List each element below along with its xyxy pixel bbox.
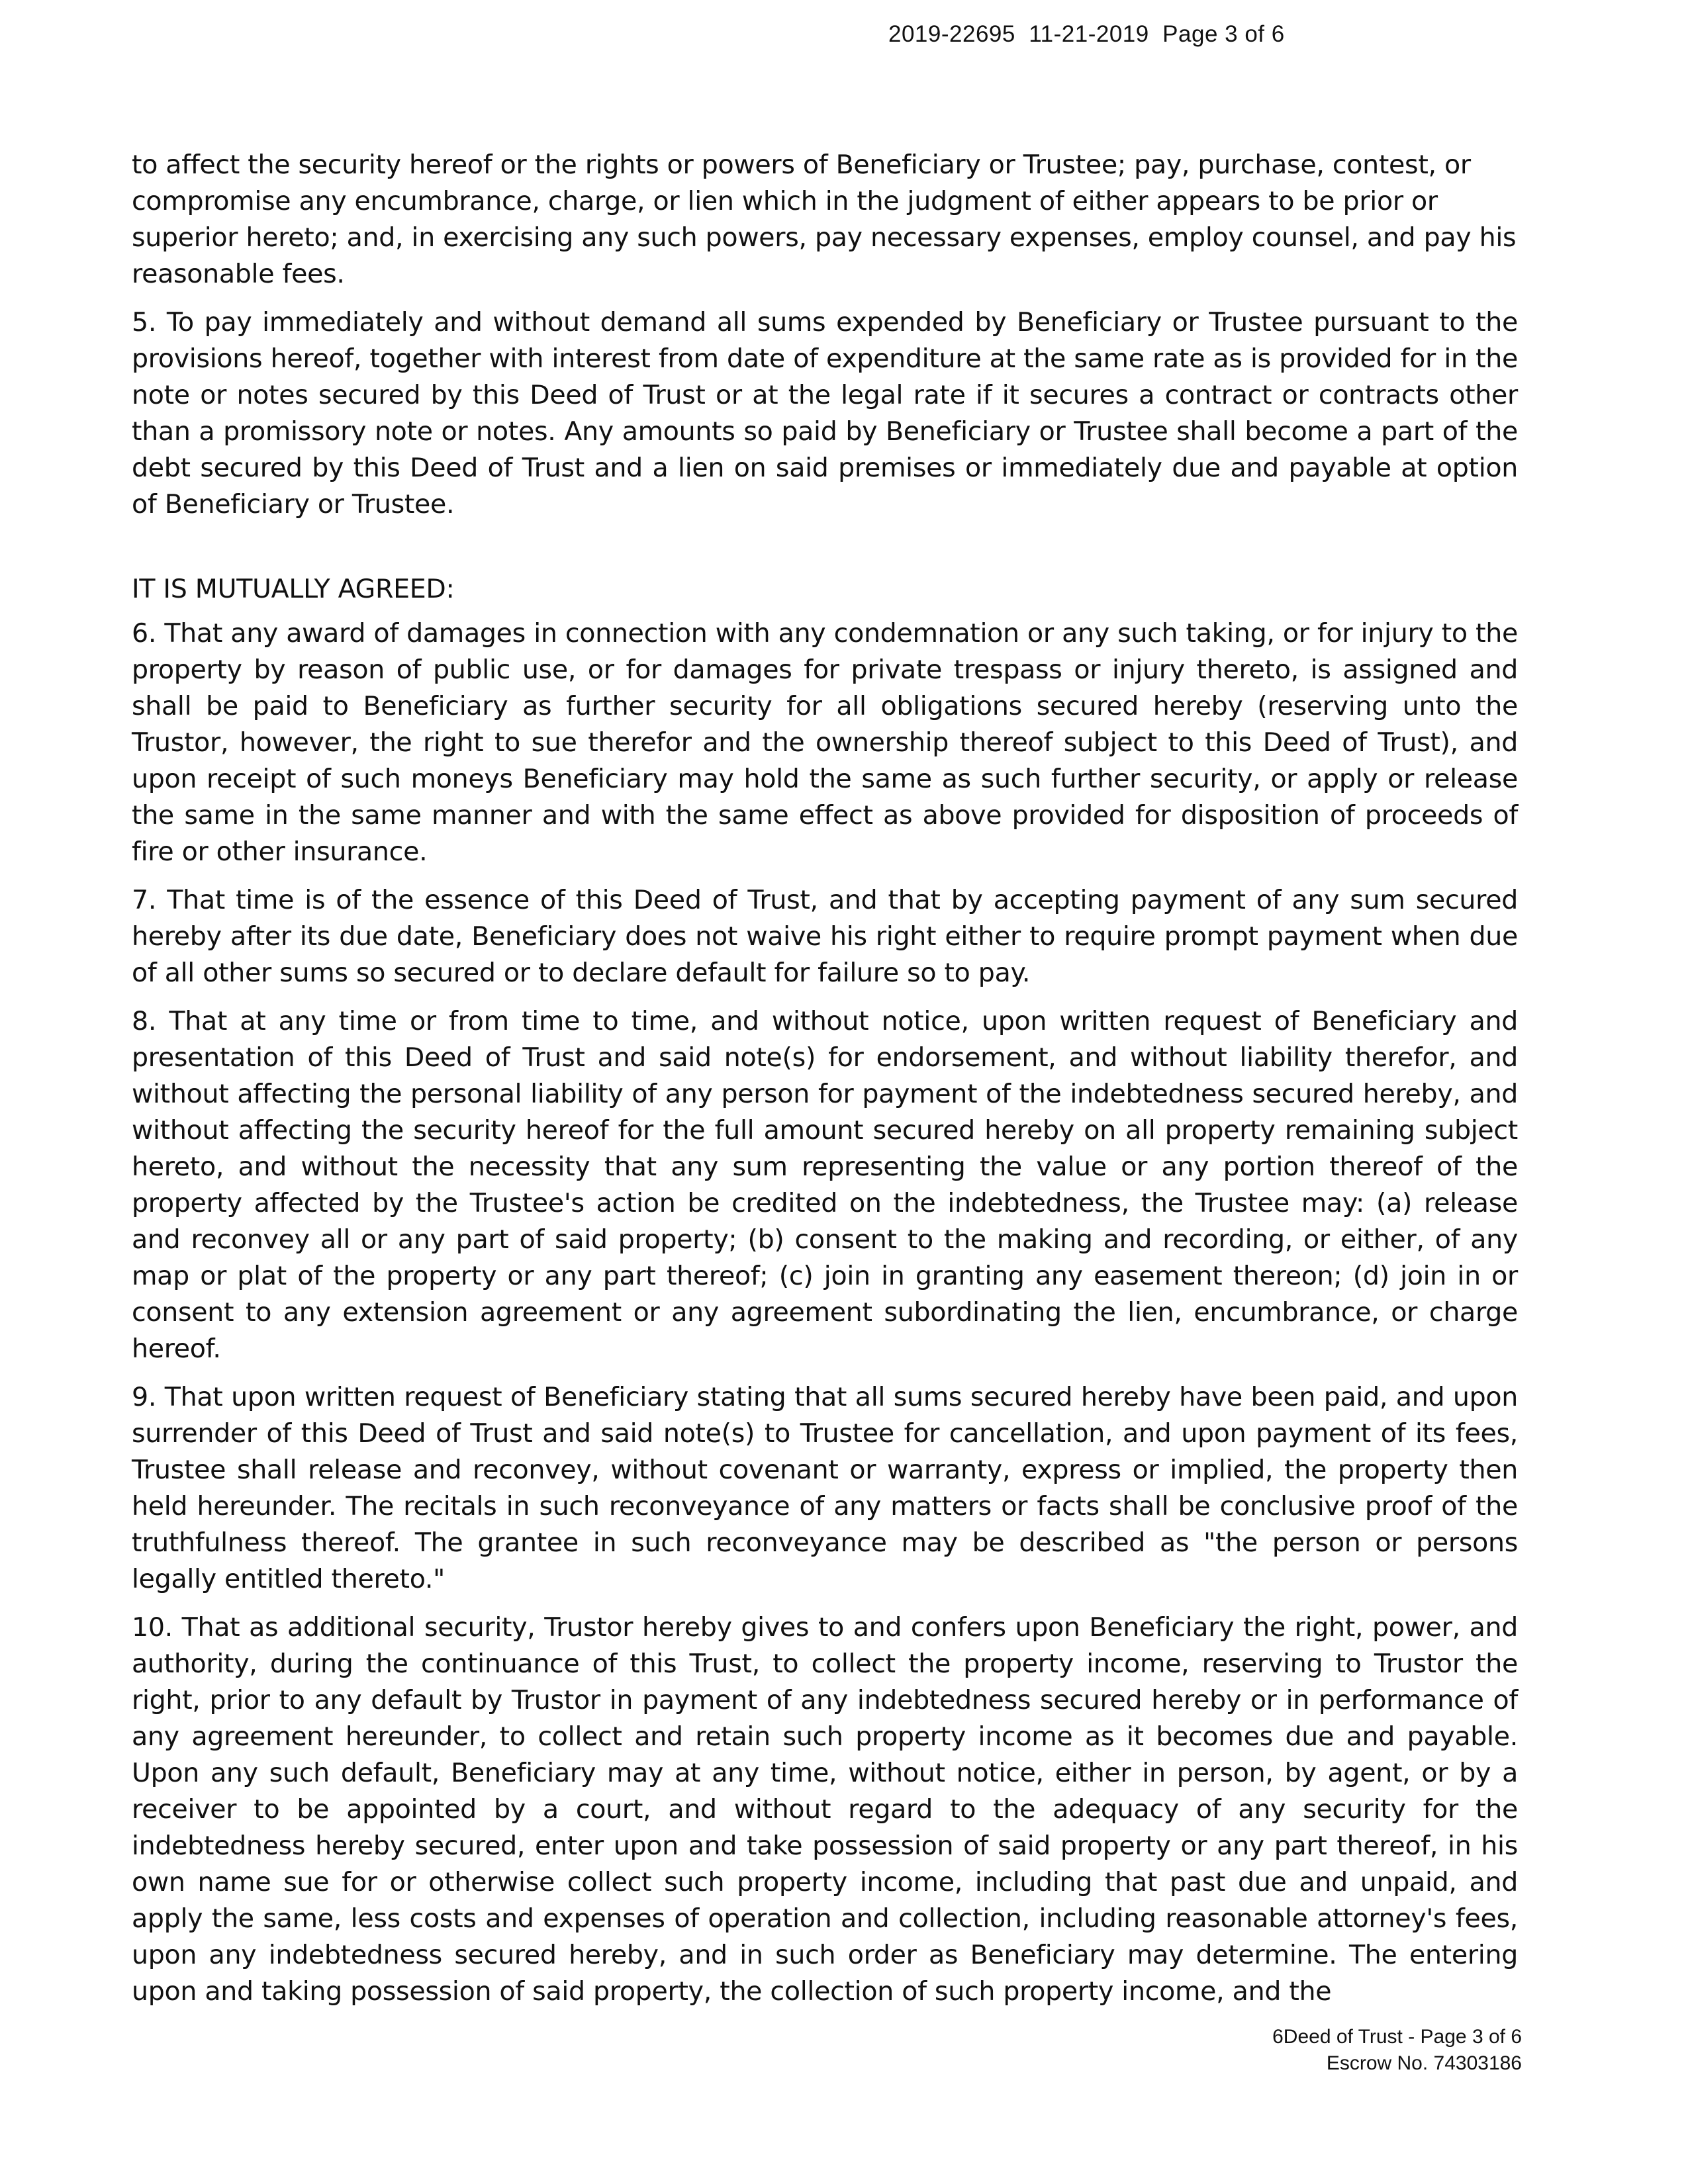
section-heading: IT IS MUTUALLY AGREED: bbox=[132, 574, 455, 604]
paragraph-item-5: 5. To pay immediately and without demand all sums expended by Beneficiary or Trustee pursuant to the provisions hereof, together with interest from date of expenditure at the same rate as is provided for in the note or notes secured by this Deed of Trust or at the legal rate if it secures a contract or contracts other than a promissory note or notes. Any amounts so paid by Beneficiary or Trustee shall become a part of the debt secured by this Deed of Trust and a lien on said premises or immediately due and payable at option of Beneficiary or Trustee. bbox=[132, 307, 1518, 520]
page-footer bbox=[1272, 2024, 1522, 2077]
recording-stamp: 2019-22695 11-21-2019 Page 3 of 6 bbox=[888, 21, 1285, 47]
paragraph-item-6: 6. That any award of damages in connection with any condemnation or any such taking, or for injury to the property by reason of public use, or for damages for private trespass or injury thereto, is assigned and shall be paid to Beneficiary as further security for all obligations secured hereby (reserving unto the Trustor, however, the right to sue therefor and the ownership thereof subject to this Deed of Trust), and upon receipt of such moneys Beneficiary may hold the same as such further security, or apply or release the same in the same manner and with the same effect as above provided for disposition of proceeds of fire or other insurance. bbox=[132, 618, 1518, 867]
paragraph-item-8: 8. That at any time or from time to time, and without notice, upon written request of Beneficiary and presentation of this Deed of Trust and said note(s) for endorsement, and without liability therefor, and without affecting the personal liability of any person for payment of the indebtedness secured hereby, and without affecting the security hereof for the full amount secured hereby on all property remaining subject hereto, and without the necessity that any sum representing the value or any portion thereof of the property affected by the Trustee's action be credited on the indebtedness, the Trustee may: (a) release and reconvey all or any part of said property; (b) consent to the making and recording, or either, of any map or plat of the property or any part thereof; (c) join in granting any easement thereon; (d) join in or consent to any extension agreement or any agreement subordinating the lien, encumbrance, or charge hereof. bbox=[132, 1006, 1518, 1364]
paragraph-item-9: 9. That upon written request of Beneficiary stating that all sums secured hereby have been paid, and upon surrender of this Deed of Trust and said note(s) to Trustee for cancellation, and upon payment of its fees, Trustee shall release and reconvey, without covenant or warranty, express or implied, the property then held hereunder. The recitals in such reconveyance of any matters or facts shall be conclusive proof of the truthfulness thereof. The grantee in such reconveyance may be described as "the person or persons legally entitled thereto." bbox=[132, 1382, 1518, 1594]
paragraph-item-7: 7. That time is of the essence of this Deed of Trust, and that by accepting payment of any sum secured hereby after its due date, Beneficiary does not waive his right either to require prompt payment when due of all other sums so secured or to declare default for failure so to pay. bbox=[132, 885, 1518, 988]
footer-escrow-number: Escrow No. 74303186 bbox=[1326, 2052, 1522, 2074]
paragraph-item-10: 10. That as additional security, Trustor hereby gives to and confers upon Beneficiary the right, power, and authority, during the continuance of this Trust, to collect the property income, reserving to Trustor the right, prior to any default by Trustor in payment of any indebtedness secured hereby or in performance of any agreement hereunder, to collect and retain such property income as it becomes due and payable. Upon any such default, Beneficiary may at any time, without notice, either in person, by agent, or by a receiver to be appointed by a court, and without regard to the adequacy of any security for the indebtedness hereby secured, enter upon and take possession of said property or any part thereof, in his own name sue for or otherwise collect such property income, including that past due and unpaid, and apply the same, less costs and expenses of operation and collection, including reasonable attorney's fees, upon any indebtedness secured hereby, and in such order as Beneficiary may determine. The entering upon and taking possession of said property, the collection of such property income, and the bbox=[132, 1612, 1518, 2007]
footer-page-label: 6Deed of Trust - Page 3 of 6 bbox=[1272, 2026, 1522, 2048]
paragraph-continuation: to affect the security hereof or the rights or powers of Beneficiary or Trustee; pay, purchase, contest, or compromise any encumbrance, charge, or lien which in the judgment of either appears to be prior or superior hereto; and, in exercising any such powers, pay necessary expenses, employ counsel, and pay his reasonable fees. bbox=[132, 150, 1517, 289]
document-body bbox=[132, 147, 1518, 2022]
